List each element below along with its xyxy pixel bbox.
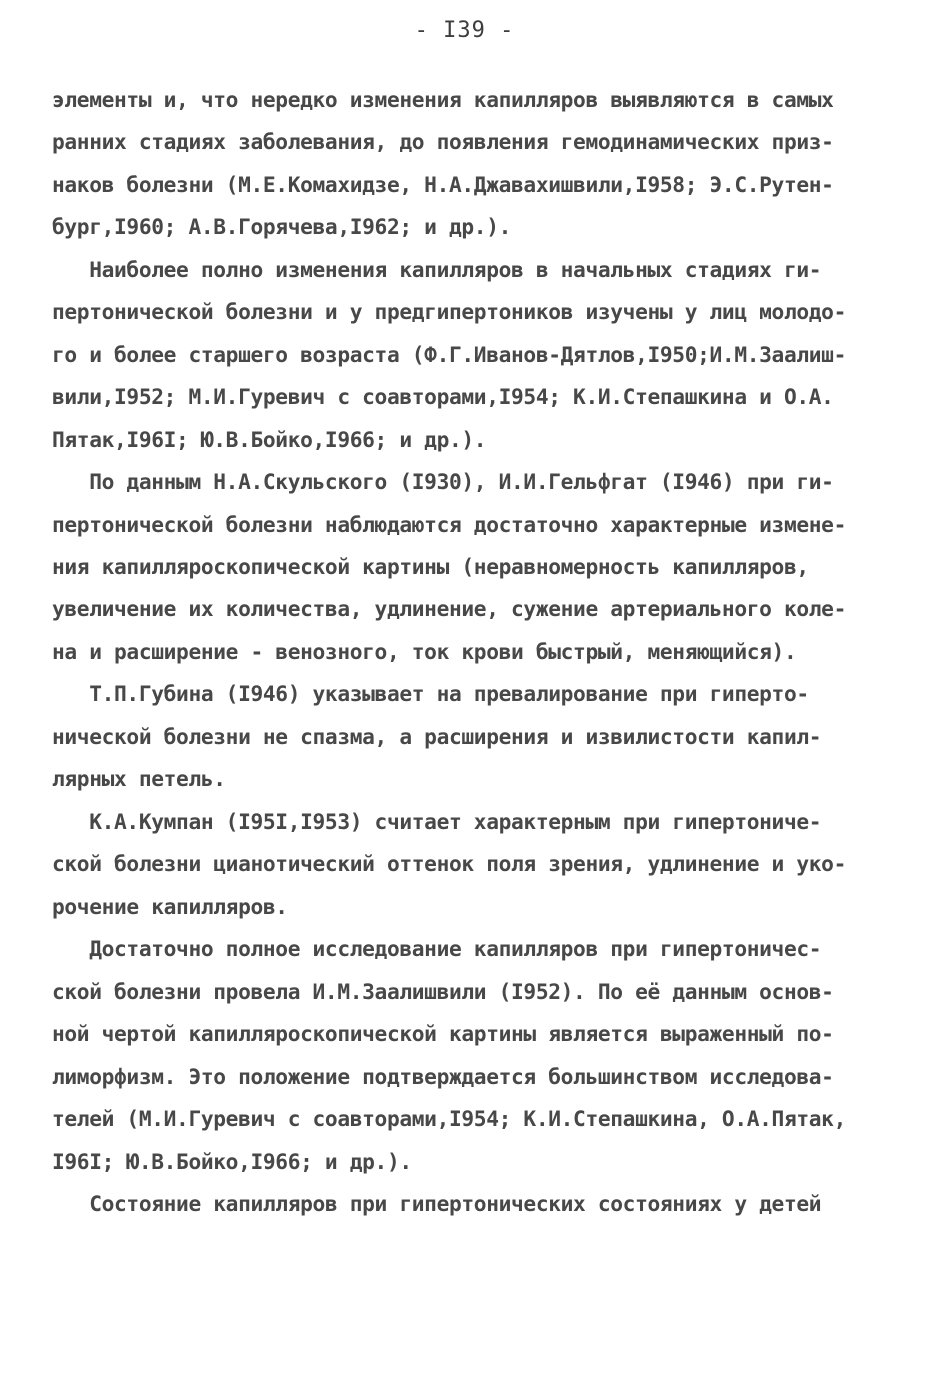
text-line: ской болезни провела И.М.Заалишвили (I952). По её данным основ- — [52, 979, 834, 1004]
text-line: лярных петель. — [52, 766, 226, 791]
text-line: телей (М.И.Гуревич с соавторами,I954; К.И.Степашкина, О.А.Пятак, — [52, 1106, 846, 1131]
text-line: ния капилляроскопической картины (неравномерность капилляров, — [52, 554, 809, 579]
text-line: По данным Н.А.Скульского (I930), И.И.Гельфгат (I946) при ги- — [52, 469, 834, 494]
text-line: бург,I960; А.В.Горячева,I962; и др.). — [52, 214, 512, 239]
text-line: наков болезни (М.Е.Комахидзе, Н.А.Джавахишвили,I958; Э.С.Рутен- — [52, 172, 834, 197]
page-number: - I39 - — [414, 18, 515, 43]
text-line: ной чертой капилляроскопической картины является выраженный по- — [52, 1021, 834, 1046]
text-line: ской болезни цианотический оттенок поля зрения, удлинение и уко- — [52, 851, 846, 876]
text-line: Достаточно полное исследование капилляров при гипертоничес- — [52, 936, 822, 961]
text-line: вили,I952; М.И.Гуревич с соавторами,I954; К.И.Степашкина и О.А. — [52, 384, 834, 409]
text-line: увеличение их количества, удлинение, сужение артериального коле- — [52, 596, 846, 621]
text-line: К.А.Кумпан (I95I,I953) считает характерным при гипертониче- — [52, 809, 822, 834]
text-line: нической болезни не спазма, а расширения и извилистости капил- — [52, 724, 822, 749]
text-line: Пятак,I96I; Ю.В.Бойко,I966; и др.). — [52, 427, 487, 452]
text-line: рочение капилляров. — [52, 894, 288, 919]
text-line: пертонической болезни и у предгипертоников изучены у лиц молодо- — [52, 299, 846, 324]
text-line: ранних стадиях заболевания, до появления гемодинамических приз- — [52, 129, 834, 154]
text-line: на и расширение - венозного, ток крови быстрый, меняющийся). — [52, 639, 797, 664]
text-line: пертонической болезни наблюдаются достаточно характерные измене- — [52, 512, 846, 537]
text-line: элементы и, что нередко изменения капилляров выявляются в самых — [52, 87, 834, 112]
text-line: Т.П.Губина (I946) указывает на превалирование при гиперто- — [52, 681, 809, 706]
text-line: I96I; Ю.В.Бойко,I966; и др.). — [52, 1149, 412, 1174]
text-line: лиморфизм. Это положение подтверждается большинством исследова- — [52, 1064, 834, 1089]
text-line: Наиболее полно изменения капилляров в начальных стадиях ги- — [52, 257, 822, 282]
text-line: го и более старшего возраста (Ф.Г.Иванов-Дятлов,I950;И.М.Заалиш- — [52, 342, 846, 367]
text-line: Состояние капилляров при гипертонических состояниях у детей — [52, 1191, 822, 1216]
